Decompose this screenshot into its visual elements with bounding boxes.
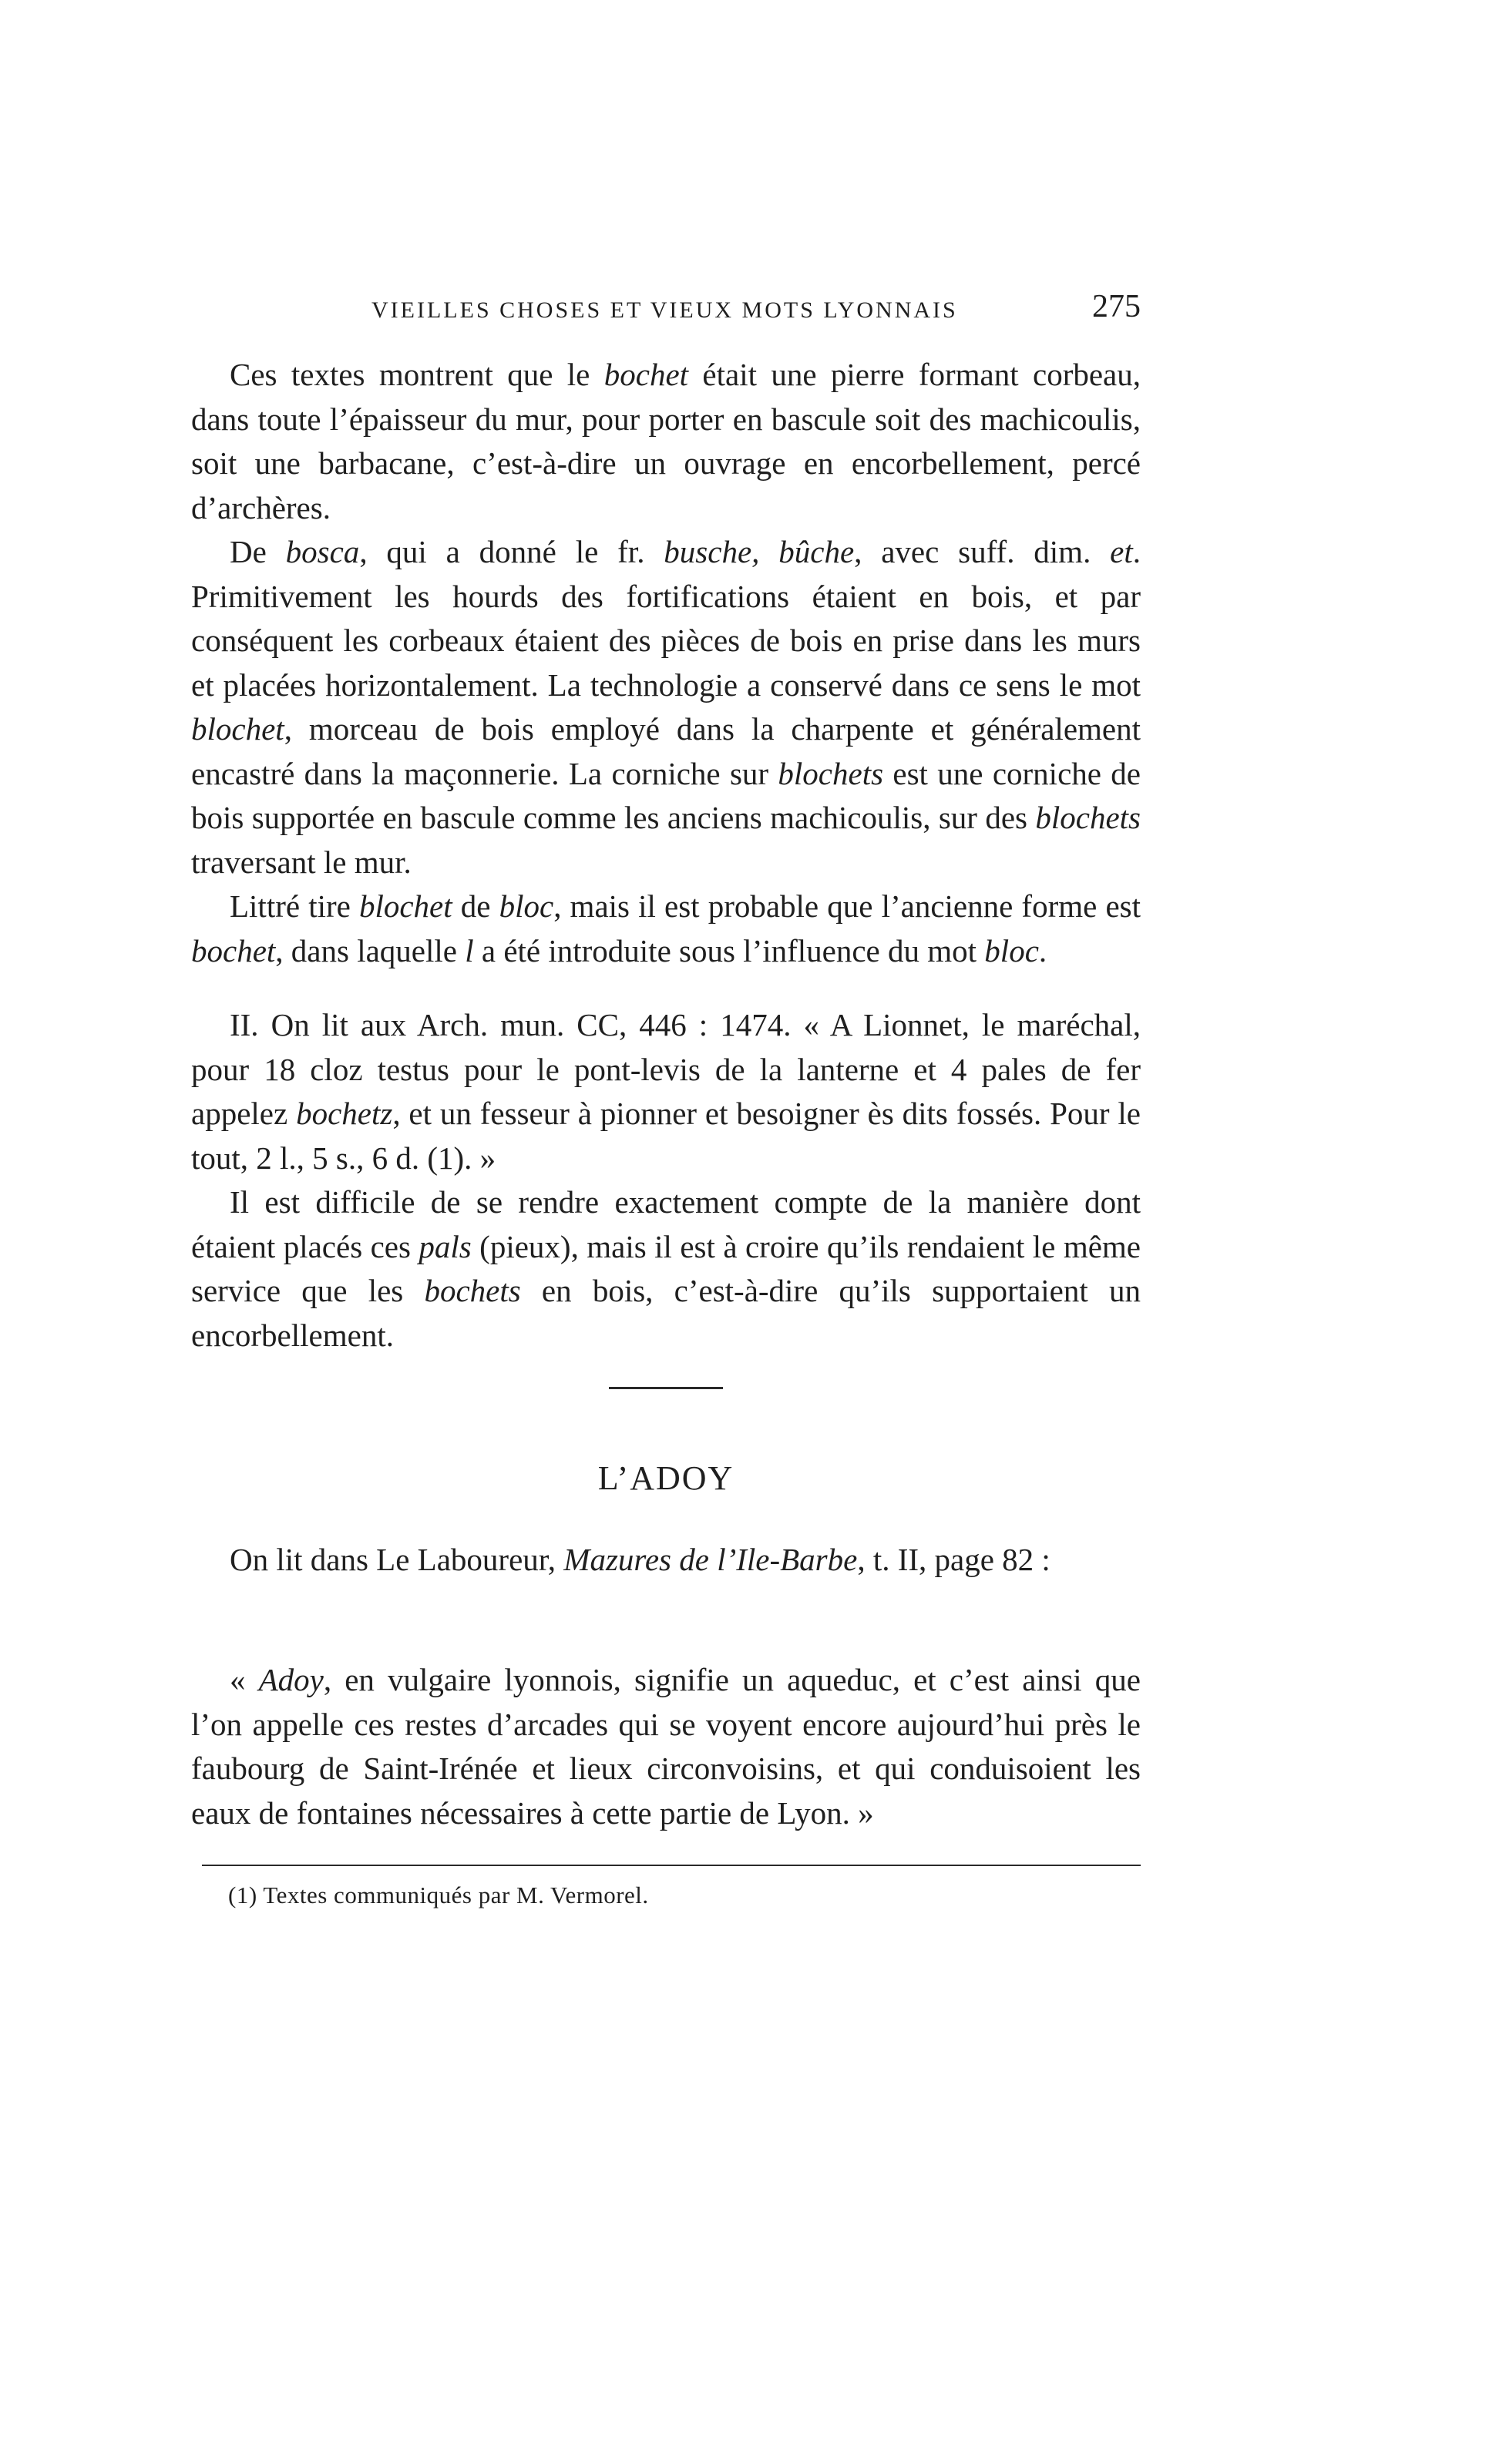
italic-run: bloc <box>984 932 1039 968</box>
italic-run: bochet <box>191 932 276 968</box>
italic-run: bochetz <box>296 1096 393 1131</box>
italic-run: pals <box>419 1228 472 1264</box>
text-run: , avec suff. dim. <box>854 534 1111 569</box>
text-run: . <box>1038 932 1047 968</box>
archives-section <box>191 1003 1141 1358</box>
section-title: L’ADOY <box>597 1459 735 1497</box>
text-run: II. On lit aux Arch. mun. CC, 446 : 1474. « A Lionnet, le maréchal, pour 18 cloz testus pour le pont-levis de la lanterne et 4 pales de fer appelez <box>191 1007 1141 1131</box>
italic-run: busche, bûche <box>664 534 855 569</box>
ladoy-quote <box>191 1658 1141 1835</box>
italic-run: blochet <box>191 711 284 747</box>
paragraph <box>191 885 1141 973</box>
text-run: était une pierre formant corbeau, dans toute l’épaisseur du mur, pour porter en bascule soit des machicoulis, soit une barbacane, c’est-à-dire un ouvrage en encorbellement, percé d’archères. <box>191 357 1141 525</box>
text-run: . Primitivement les hourds des fortifications étaient en bois, et par conséquent les corbeaux étaient des pièces de bois en prise dans les murs et placées horizontalement. La technologie a conservé dans ce sens le mot <box>191 534 1141 703</box>
italic-run: bosca <box>285 534 360 569</box>
text-run: a été introduite sous l’influence du mot <box>473 932 985 968</box>
paragraph <box>191 530 1141 885</box>
text-run: (pieux), mais il est à croire qu’ils rendaient le même service que les <box>191 1228 1141 1308</box>
footnote-divider <box>202 1865 1141 1866</box>
italic-run: blochet <box>358 888 452 924</box>
italic-run: bochets <box>424 1273 521 1308</box>
text-run: Il est difficile de se rendre exactement compte de la manière dont étaient placés ces <box>191 1184 1141 1264</box>
text-run: , et un fesseur à pionner et besoigner ès dits fossés. Pour le tout, 2 l., 5 s., 6 d. (1). » <box>191 1096 1141 1176</box>
text-run: De <box>230 534 286 569</box>
text-run: , mais il est probable que l’ancienne forme est <box>553 888 1141 924</box>
italic-run: blochets <box>1035 800 1141 835</box>
italic-run: bloc <box>499 888 554 924</box>
text-run: traversant le mur. <box>191 844 412 880</box>
footnote: (1) Textes communiqués par M. Vermorel. <box>228 1882 649 1908</box>
bochet-section <box>191 353 1141 973</box>
italic-run: Mazures de l’Ile-Barbe <box>563 1542 858 1577</box>
text-run: « <box>230 1662 259 1697</box>
paragraph <box>191 353 1141 530</box>
paragraph <box>191 1538 1141 1583</box>
text-run: Ces textes montrent que le <box>230 357 604 392</box>
text-run: , morceau de bois employé dans la charpente et généralement encastré dans la maçonnerie. La corniche sur <box>191 711 1141 791</box>
text-run: , t. II, page 82 : <box>857 1542 1051 1577</box>
ladoy-intro <box>191 1538 1141 1583</box>
running-title: VIEILLES CHOSES ET VIEUX MOTS LYONNAIS <box>371 297 958 323</box>
text-run: , en vulgaire lyonnois, signifie un aqueduc, et c’est ainsi que l’on appelle ces restes d’arcades qui se voyent encore aujourd’hui près le faubourg de Saint-Irénée et lieux circonvoisins, et qui conduisoient les eaux de fontaines nécessaires à cette partie de Lyon. » <box>191 1662 1141 1831</box>
italic-run: bochet <box>603 357 689 392</box>
text-run: en bois, c’est-à-dire qu’ils supportaient un encorbellement. <box>191 1273 1141 1353</box>
text-run: de <box>452 888 499 924</box>
text-run: , qui a donné le fr. <box>359 534 664 569</box>
paragraph <box>191 1003 1141 1180</box>
italic-run: blochets <box>778 755 884 791</box>
section-divider <box>609 1387 723 1389</box>
running-head <box>191 288 1141 334</box>
quotation-paragraph <box>191 1658 1141 1835</box>
text-run: On lit dans Le Laboureur, <box>230 1542 564 1577</box>
italic-run: et <box>1110 534 1133 569</box>
text-run: Littré tire <box>230 888 359 924</box>
text-run: est une corniche de bois supportée en bascule comme les anciens machicoulis, sur des <box>191 755 1141 835</box>
paragraph <box>191 1180 1141 1358</box>
italic-run: Adoy <box>258 1662 324 1697</box>
italic-run: l <box>465 932 474 968</box>
text-run: , dans laquelle <box>275 932 466 968</box>
page-number: 275 <box>1092 289 1141 324</box>
